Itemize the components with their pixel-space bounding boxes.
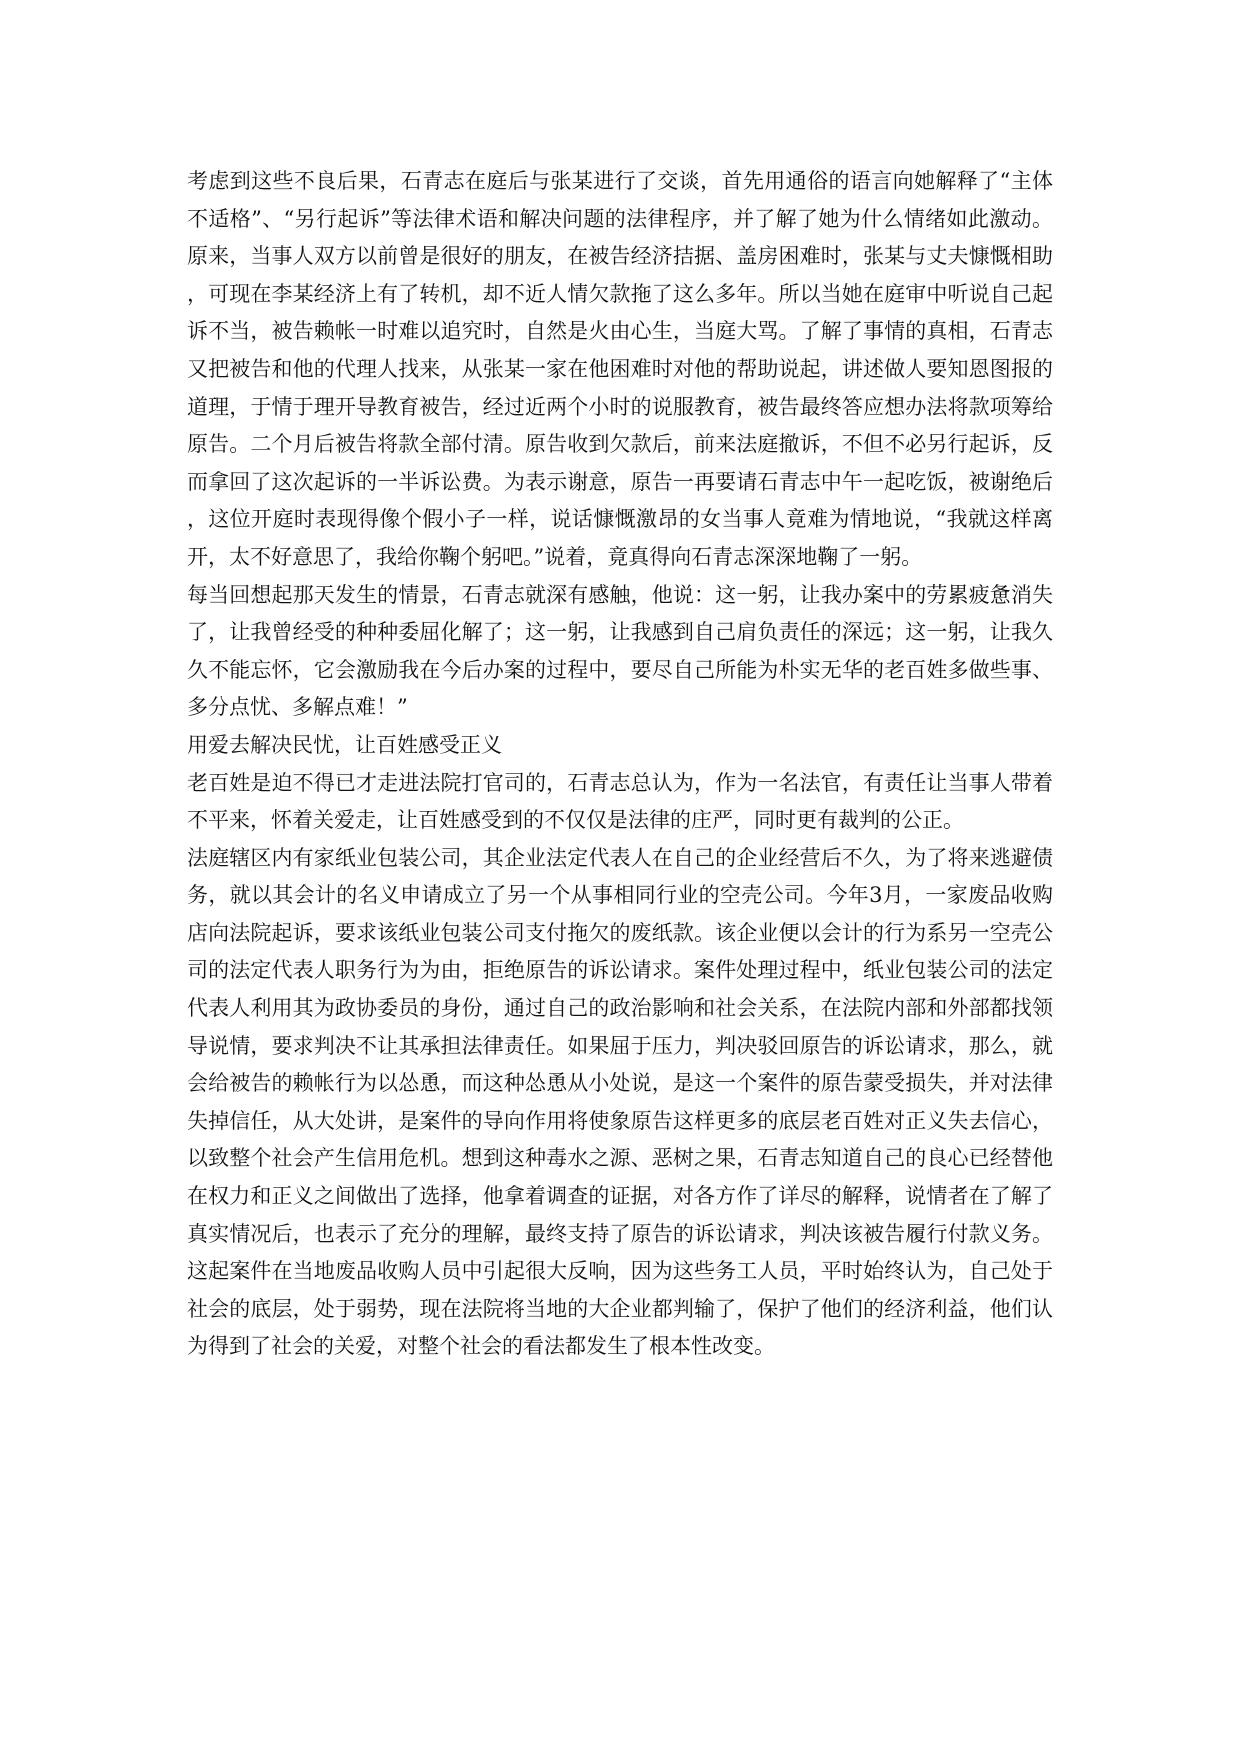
document-body bbox=[187, 163, 1053, 1366]
paragraph-judge-reflection: 每当回想起那天发生的情景，石青志就深有感触，他说：这一躬，让我办案中的劳累疲惫消失了，让我曾经受的种种委屈化解了；这一躬，让我感到自己肩负责任的深远；这一躬，让我久久不能忘怀，它会激励我在今后办案的过程中，要尽自己所能为朴实无华的老百姓多做些事、多分点忧、多解点难！” bbox=[187, 582, 1053, 720]
paragraph-packaging-case: 法庭辖区内有家纸业包装公司，其企业法定代表人在自己的企业经营后不久，为了将来逃避债务，就以其会计的名义申请成立了另一个从事相同行业的空壳公司。今年3月，一家废品收购店向法院起诉，要求该纸业包装公司支付拖欠的废纸款。该企业便以会计的行为系另一空壳公司的法定代表人职务行为为由，拒绝原告的诉讼请求。案件处理过程中，纸业包装公司的法定代表人利用其为政协委员的身份，通过自己的政治影响和社会关系，在法院内部和外部都找领导说情，要求判决不让其承担法律责任。如果屈于压力，判决驳回原告的诉讼请求，那么，就会给被告的赖帐行为以怂恿，而这种怂恿从小处说，是这一个案件的原告蒙受损失，并对法律失掉信任，从大处讲，是案件的导向作用将使象原告这样更多的底层老百姓对正义失去信心，以致整个社会产生信用危机。想到这种毒水之源、恶树之果，石青志知道自己的良心已经替他在权力和正义之间做出了选择，他拿着调查的证据，对各方作了详尽的解释，说情者在了解了真实情况后，也表示了充分的理解，最终支持了原告的诉讼请求，判决该被告履行付款义务。这起案件在当地废品收购人员中引起很大反响，因为这些务工人员，平时始终认为，自己处于社会的底层，处于弱势，现在法院将当地的大企业都判输了，保护了他们的经济利益，他们认为得到了社会的关爱，对整个社会的看法都发生了根本性改变。 bbox=[187, 845, 1053, 1359]
paragraph-judge-belief: 老百姓是迫不得已才走进法院打官司的，石青志总认为，作为一名法官，有责任让当事人带着不平来，怀着关爱走，让百姓感受到的不仅仅是法律的庄严，同时更有裁判的公正。 bbox=[187, 770, 1053, 833]
section-heading: 用爱去解决民忧，让百姓感受正义 bbox=[187, 732, 502, 757]
paragraph-court-exchange: 考虑到这些不良后果，石青志在庭后与张某进行了交谈，首先用通俗的语言向她解释了“主体不适格”、“另行起诉”等法律术语和解决问题的法律程序，并了解了她为什么情绪如此激动。原来，当事人双方以前曾是很好的朋友，在被告经济拮据、盖房困难时，张某与丈夫慷慨相助，可现在李某经济上有了转机，却不近人情欠款拖了这么多年。所以当她在庭审中听说自己起诉不当，被告赖帐一时难以追究时，自然是火由心生，当庭大骂。了解了事情的真相，石青志又把被告和他的代理人找来，从张某一家在他困难时对他的帮助说起，讲述做人要知恩图报的道理，于情于理开导教育被告，经过近两个小时的说服教育，被告最终答应想办法将款项筹给原告。二个月后被告将款全部付清。原告收到欠款后，前来法庭撤诉，不但不必另行起诉，反而拿回了这次起诉的一半诉讼费。为表示谢意，原告一再要请石青志中午一起吃饭，被谢绝后，这位开庭时表现得像个假小子一样，说话慷慨激昂的女当事人竟难为情地说，“我就这样离开，太不好意思了，我给你鞠个躬吧。”说着，竟真得向石青志深深地鞠了一躬。 bbox=[187, 169, 1053, 569]
